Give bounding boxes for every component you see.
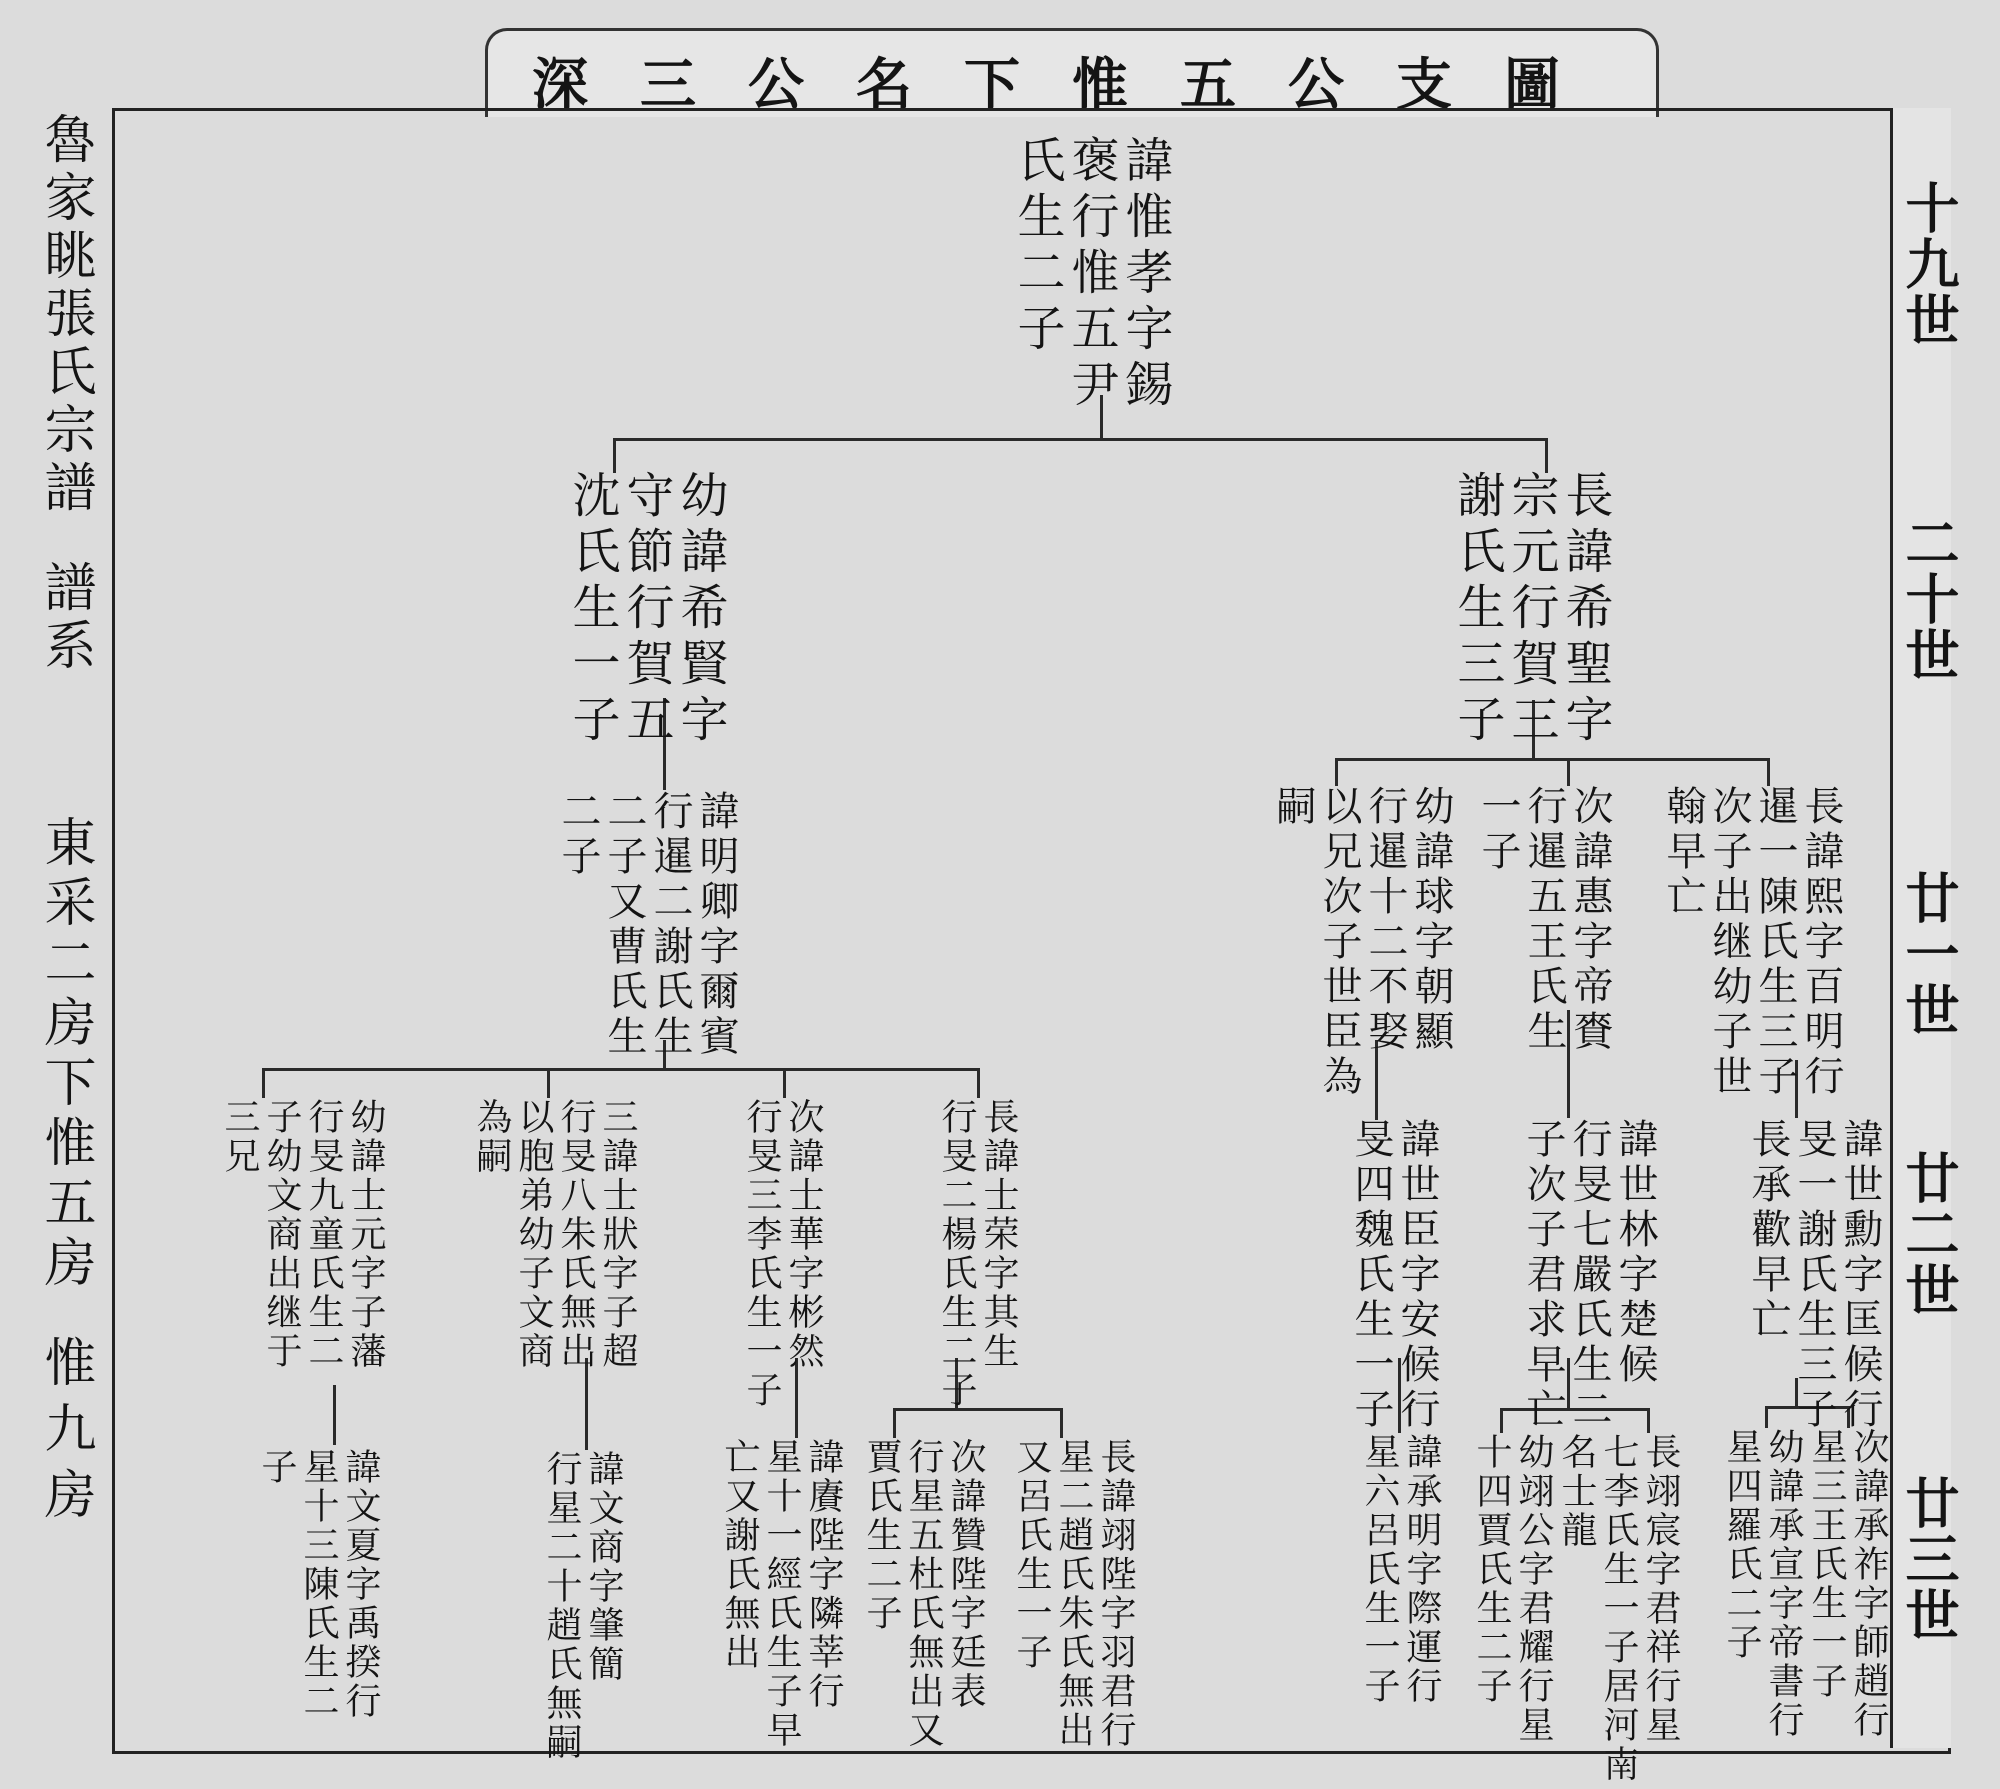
entry-line: 子 — [256, 1448, 297, 1487]
person-shiyuan — [218, 1098, 386, 1371]
person-hui — [1475, 785, 1613, 1055]
entry-line: 諱明卿字爾賓 — [693, 790, 739, 1060]
entry-line: 行暹十二不娶 — [1362, 785, 1408, 1055]
entry-line: 次子出继幼子世 — [1706, 785, 1752, 1100]
entry-line: 二子又曹氏生 — [601, 790, 647, 1060]
entry-line: 暹一陳氏生三子 — [1752, 785, 1798, 1100]
entry-line: 一子 — [1475, 785, 1521, 875]
entry-line: 諱賡陛字隣莘行 — [803, 1438, 844, 1711]
connector — [547, 1068, 550, 1098]
person-mingqing — [555, 790, 739, 1060]
person-zanlu — [860, 1438, 986, 1750]
page-title: 深三公名下惟五公支圖 — [532, 52, 1612, 118]
entry-line: 行旻八朱氏無出 — [555, 1098, 596, 1371]
entry-line: 星三王氏生一子 — [1806, 1428, 1847, 1701]
generation-label-19: 十九世 — [1897, 180, 1961, 348]
branch-label-2: 惟九房 — [35, 1335, 95, 1533]
entry-line: 長諱希聖字 — [1557, 470, 1613, 750]
entry-line: 諱文商字肇簡 — [583, 1450, 624, 1684]
entry-line: 賈氏生二子 — [861, 1438, 902, 1633]
entry-line: 子次子君求早亡 — [1520, 1118, 1566, 1433]
entry-line: 諱世林字楚候 — [1612, 1118, 1658, 1388]
person-chengxuan — [1720, 1428, 1804, 1740]
entry-line: 諱惟孝字錫 — [1117, 135, 1173, 415]
person-shihua — [740, 1098, 824, 1410]
entry-line: 幼諱希賢字 — [672, 470, 728, 750]
entry-line: 以兄次子世臣為 — [1316, 785, 1362, 1100]
person-chengzuo — [1805, 1428, 1889, 1740]
entry-line: 幼翊公字君耀行星 — [1513, 1433, 1554, 1745]
person-xi — [1660, 785, 1844, 1100]
entry-line: 長諱士荣字其生 — [978, 1098, 1019, 1371]
entry-line: 行旻九童氏生二 — [303, 1098, 344, 1371]
connector — [585, 1358, 588, 1450]
entry-line: 以胞弟幼子文商 — [513, 1098, 554, 1371]
person-xisheng — [1450, 470, 1612, 750]
entry-line: 七李氏生一子居河南 — [1598, 1433, 1639, 1784]
entry-line: 行旻三李氏生一子 — [741, 1098, 782, 1410]
entry-line: 嗣 — [1270, 785, 1316, 830]
entry-line: 二子 — [555, 790, 601, 880]
person-shilin — [1520, 1118, 1658, 1433]
person-hanlu — [1010, 1438, 1136, 1750]
entry-line: 行星二十趙氏無嗣 — [541, 1450, 582, 1762]
entry-line: 褒行惟五尹 — [1063, 135, 1119, 415]
entry-line: 星十三陳氏生二 — [298, 1448, 339, 1721]
connector — [262, 1068, 980, 1071]
entry-line: 幼諱球字朝顯 — [1408, 785, 1454, 1055]
entry-line: 諱文夏字禹揆行 — [340, 1448, 381, 1721]
entry-line: 子幼文商出继于 — [261, 1098, 302, 1371]
entry-line: 守節行賀五 — [618, 470, 674, 750]
entry-line: 長諱熙字百明行 — [1798, 785, 1844, 1100]
entry-line: 行旻七嚴氏生二 — [1566, 1118, 1612, 1433]
entry-line: 行暹二謝氏生 — [647, 790, 693, 1060]
person-shirong — [935, 1098, 1019, 1410]
entry-line: 宗元行賀三 — [1503, 470, 1559, 750]
entry-line: 行暹五王氏生 — [1521, 785, 1567, 1055]
entry-line: 為嗣 — [471, 1098, 512, 1176]
connector — [1567, 758, 1570, 786]
person-wenshang — [540, 1450, 624, 1762]
connector — [1767, 758, 1770, 786]
entry-line: 幼諱士元字子藩 — [345, 1098, 386, 1371]
entry-line: 又呂氏生一子 — [1011, 1438, 1052, 1672]
entry-line: 次諱惠字帝賚 — [1567, 785, 1613, 1055]
connector — [613, 438, 616, 473]
person-shixun — [1745, 1118, 1883, 1433]
connector — [977, 1068, 980, 1098]
entry-line: 名士龍 — [1556, 1433, 1597, 1550]
connector — [1500, 1408, 1503, 1433]
person-shichen — [1348, 1118, 1440, 1433]
entry-line: 氏生二子 — [1009, 135, 1065, 359]
entry-line: 星四羅氏二子 — [1721, 1428, 1762, 1662]
connector — [1335, 758, 1338, 786]
person-shizhuang — [470, 1098, 638, 1371]
connector — [262, 1068, 265, 1098]
entry-line: 長翊宸字君祥行星 — [1640, 1433, 1681, 1745]
entry-line: 行星五杜氏無出又 — [903, 1438, 944, 1750]
generation-label-20: 二十世 — [1897, 515, 1961, 683]
branch-label: 東采二房下惟五房 — [35, 815, 95, 1295]
section-label: 譜系 — [35, 560, 95, 676]
person-xixian — [565, 470, 727, 750]
person-chengming — [1358, 1433, 1442, 1706]
entry-line: 諱世勳字匡候行 — [1837, 1118, 1883, 1433]
entry-line: 沈氏生一子 — [564, 470, 620, 750]
entry-line: 三諱士狀字子超 — [597, 1098, 638, 1371]
entry-line: 次諱承祚字師趙行 — [1848, 1428, 1889, 1740]
entry-line: 長諱翊陛字羽君行 — [1095, 1438, 1136, 1750]
entry-line: 諱承明字際運行 — [1401, 1433, 1442, 1706]
entry-line: 翰早亡 — [1660, 785, 1706, 920]
connector — [613, 438, 1548, 441]
entry-line: 謝氏生三子 — [1449, 470, 1505, 750]
connector — [333, 1385, 336, 1445]
person-qilu — [718, 1438, 844, 1750]
entry-line: 次諱贊陛字廷表 — [945, 1438, 986, 1711]
entry-line: 十四賈氏生二子 — [1471, 1433, 1512, 1706]
person-chen — [1555, 1433, 1681, 1784]
connector — [1545, 438, 1548, 473]
entry-line: 三兄 — [219, 1098, 260, 1176]
connector — [1335, 758, 1770, 761]
book-title: 魯家眺張氏宗譜 — [35, 112, 95, 518]
generation-label-21: 廿一世 — [1897, 870, 1961, 1038]
entry-line: 旻四魏氏生一子 — [1348, 1118, 1394, 1433]
generation-label-23: 廿三世 — [1897, 1475, 1961, 1643]
entry-line: 諱世臣字安候行 — [1394, 1118, 1440, 1433]
entry-line: 次諱士華字彬然 — [783, 1098, 824, 1371]
entry-line: 亡又謝氏無出 — [719, 1438, 760, 1672]
connector — [783, 1068, 786, 1098]
connector — [1060, 1408, 1063, 1438]
generation-label-22: 廿二世 — [1897, 1150, 1961, 1318]
person-wenxia — [255, 1448, 381, 1721]
connector — [893, 1408, 896, 1438]
person-gong — [1470, 1433, 1554, 1745]
title-tab — [485, 28, 1659, 117]
entry-line: 行旻二楊氏生二子 — [936, 1098, 977, 1410]
entry-line: 星六呂氏生一子 — [1359, 1433, 1400, 1706]
person-root — [1010, 135, 1172, 415]
entry-line: 星十一經氏生子早 — [761, 1438, 802, 1750]
entry-line: 旻一謝氏生三子 — [1791, 1118, 1837, 1433]
entry-line: 星二趙氏朱氏無出 — [1053, 1438, 1094, 1750]
person-qiu — [1270, 785, 1454, 1100]
entry-line: 長承歡早亡 — [1745, 1118, 1791, 1343]
entry-line: 幼諱承宣字帝書行 — [1763, 1428, 1804, 1740]
